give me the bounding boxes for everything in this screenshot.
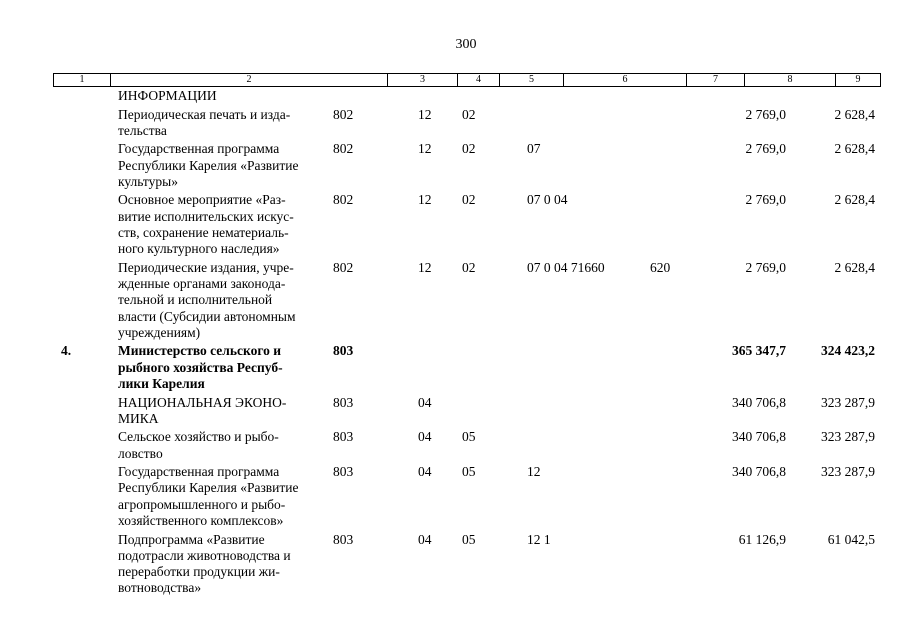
table-row: [0, 141, 905, 192]
ministry-code: 802: [333, 106, 354, 122]
amount-year-1: 2 769,0: [745, 259, 786, 275]
row-name-line: ИНФОРМАЦИИ: [118, 88, 217, 103]
column-header-1: 1: [54, 74, 111, 87]
section-code: 04: [418, 531, 432, 547]
amount-year-1: 340 706,8: [732, 464, 786, 480]
expense-type-code: 620: [650, 259, 671, 275]
row-name: [118, 141, 326, 190]
row-name-line: ного культурного наследия»: [118, 241, 280, 257]
section-code: 12: [418, 192, 432, 208]
column-header-2: 2: [111, 74, 388, 87]
target-article-code: 12: [527, 464, 541, 480]
row-name-line: рыбного хозяйства Респуб-: [118, 359, 283, 375]
row-number: 4.: [61, 343, 72, 359]
row-name-line: Основное мероприятие «Раз-: [118, 192, 286, 208]
row-name-line: власти (Субсидии автономным: [118, 308, 296, 324]
column-header-6: 6: [564, 74, 687, 87]
ministry-code: 802: [333, 141, 354, 157]
row-name: [118, 107, 326, 140]
row-name: [118, 192, 326, 257]
table-row: [0, 429, 905, 464]
row-name-line: жденные органами законода-: [118, 276, 286, 292]
table-row: [0, 192, 905, 259]
row-name-line: Государственная программа: [118, 464, 280, 480]
table-row: [0, 343, 905, 394]
row-name: [118, 395, 326, 428]
subsection-code: 05: [462, 531, 476, 547]
column-header-5: 5: [500, 74, 564, 87]
column-header-4: 4: [458, 74, 500, 87]
ministry-code: 803: [333, 394, 354, 410]
column-header-3: 3: [388, 74, 458, 87]
amount-year-2: 61 042,5: [827, 531, 875, 547]
amount-year-1: 2 769,0: [745, 192, 786, 208]
row-name-line: переработки продукции жи-: [118, 564, 280, 580]
column-header-7: 7: [687, 74, 745, 87]
amount-year-1: 2 769,0: [745, 106, 786, 122]
amount-year-1: 365 347,7: [732, 343, 786, 359]
target-article-code: 07 0 04 71660: [527, 259, 605, 275]
subsection-code: 05: [462, 464, 476, 480]
amount-year-1: 2 769,0: [745, 141, 786, 157]
table-row: [0, 395, 905, 430]
row-name: [118, 464, 326, 529]
row-name-line: хозяйственного комплексов»: [118, 513, 284, 529]
ministry-code: 803: [333, 429, 354, 445]
ministry-code: 802: [333, 192, 354, 208]
amount-year-2: 2 628,4: [834, 259, 875, 275]
amount-year-1: 340 706,8: [732, 429, 786, 445]
subsection-code: 02: [462, 106, 476, 122]
row-name-line: агропромышленного и рыбо-: [118, 496, 286, 512]
row-name-line: НАЦИОНАЛЬНАЯ ЭКОНО-: [118, 394, 287, 410]
row-name-line: МИКА: [118, 410, 159, 426]
row-name-line: Государственная программа: [118, 141, 280, 157]
table-row: [0, 532, 905, 599]
row-name-line: лики Карелия: [118, 376, 205, 392]
section-code: 04: [418, 464, 432, 480]
subsection-code: 02: [462, 141, 476, 157]
row-name: [118, 429, 326, 462]
ministry-code: 803: [333, 531, 354, 547]
section-code: 12: [418, 259, 432, 275]
amount-year-2: 324 423,2: [821, 343, 875, 359]
section-code: 04: [418, 429, 432, 445]
row-name-line: Периодическая печать и изда-: [118, 106, 291, 122]
ministry-code: 803: [333, 464, 354, 480]
row-name: [118, 532, 326, 597]
column-header-8: 8: [745, 74, 836, 87]
section-code: 12: [418, 141, 432, 157]
ministry-code: 803: [333, 343, 354, 359]
row-name-line: Республики Карелия «Развитие: [118, 480, 299, 496]
amount-year-2: 2 628,4: [834, 141, 875, 157]
row-name-line: учреждениям): [118, 324, 201, 340]
row-name-line: Подпрограмма «Развитие: [118, 531, 265, 547]
row-name: [118, 88, 326, 104]
target-article-code: 07 0 04: [527, 192, 568, 208]
subsection-code: 05: [462, 429, 476, 445]
amount-year-2: 2 628,4: [834, 106, 875, 122]
page-number: 300: [455, 37, 477, 52]
row-name-line: ств, сохранение нематериаль-: [118, 224, 289, 240]
row-name-line: Сельское хозяйство и рыбо-: [118, 429, 279, 445]
target-article-code: 12 1: [527, 531, 551, 547]
row-name-line: культуры»: [118, 173, 178, 189]
column-header-row: [53, 73, 881, 87]
table-row: [0, 464, 905, 531]
row-name-line: витие исполнительских искус-: [118, 208, 294, 224]
budget-table-body: [0, 88, 905, 599]
table-row: [0, 88, 905, 107]
row-name-line: тельной и исполнительной: [118, 292, 273, 308]
row-name: [118, 260, 326, 341]
row-name-line: Республики Карелия «Развитие: [118, 157, 299, 173]
amount-year-2: 323 287,9: [821, 429, 875, 445]
ministry-code: 802: [333, 259, 354, 275]
row-name-line: тельства: [118, 122, 167, 138]
amount-year-2: 2 628,4: [834, 192, 875, 208]
section-code: 04: [418, 394, 432, 410]
row-name: [118, 343, 326, 392]
row-name-line: подотрасли животноводства и: [118, 547, 291, 563]
subsection-code: 02: [462, 259, 476, 275]
row-name-line: Министерство сельского и: [118, 343, 282, 359]
amount-year-2: 323 287,9: [821, 394, 875, 410]
amount-year-1: 340 706,8: [732, 394, 786, 410]
section-code: 12: [418, 106, 432, 122]
row-name-line: ловство: [118, 445, 163, 461]
table-row: [0, 107, 905, 142]
table-row: [0, 260, 905, 344]
column-header-9: 9: [836, 74, 881, 87]
subsection-code: 02: [462, 192, 476, 208]
amount-year-2: 323 287,9: [821, 464, 875, 480]
row-name-line: вотноводства»: [118, 580, 202, 596]
target-article-code: 07: [527, 141, 541, 157]
row-name-line: Периодические издания, учре-: [118, 259, 294, 275]
amount-year-1: 61 126,9: [738, 531, 786, 547]
